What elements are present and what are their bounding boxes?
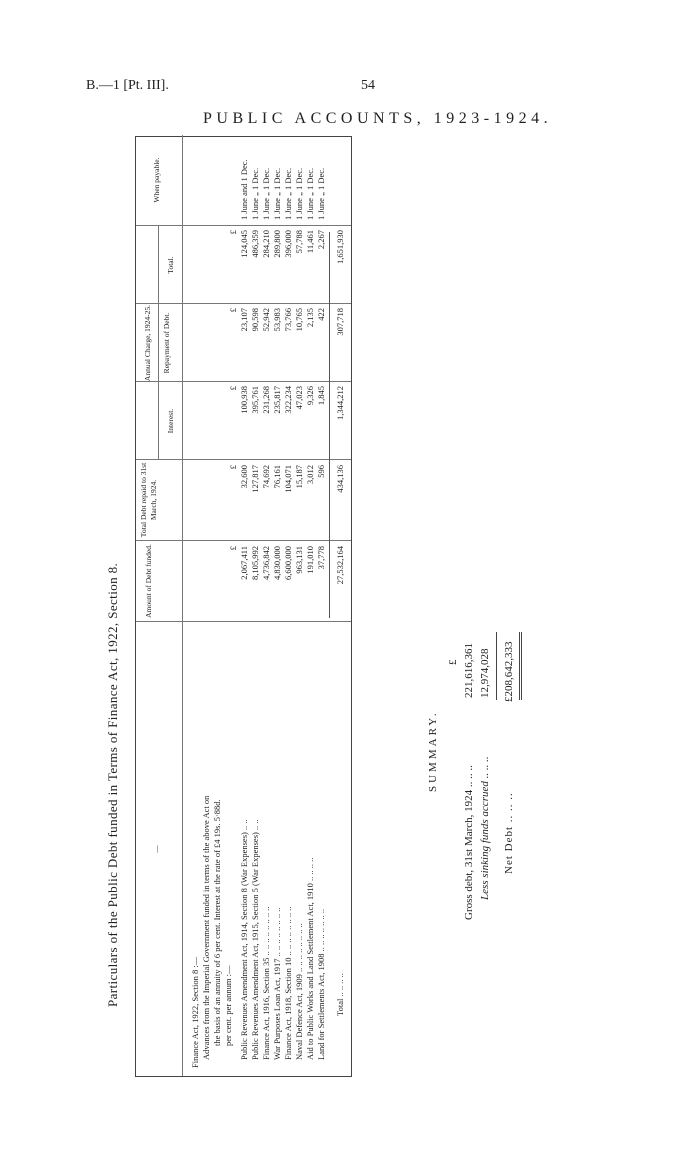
annual-charge-header: Annual Charge, 1924-25. xyxy=(143,304,152,382)
repaid-cell: 3,012 xyxy=(305,465,315,485)
repayment-cell: 90,598 xyxy=(250,308,260,332)
gross-debt-value: 221,616,361 xyxy=(463,643,475,698)
total-repayment: 307,718 xyxy=(335,308,345,336)
intro-line: the basis of an annuity of 6 per cent. Interest at the rate of £4 19s. 5·88d. xyxy=(212,799,222,1046)
summary-title: SUMMARY. xyxy=(427,710,439,792)
amount-cell: 2,067,411 xyxy=(239,546,249,580)
repayment-cell: 23,107 xyxy=(239,308,249,332)
interest-cell: 322,234 xyxy=(283,386,293,414)
repaid-cell: 74,692 xyxy=(261,465,271,489)
repayment-cell: 52,942 xyxy=(261,308,271,332)
repaid-cell: 596 xyxy=(316,465,326,478)
repayment-cell: 422 xyxy=(316,308,326,321)
total-amount: 27,532,164 xyxy=(335,546,345,585)
amount-cell: 6,600,000 xyxy=(283,546,293,580)
when-cell: 1 June „ 1 Dec. xyxy=(272,167,282,220)
amount-cell: 37,778 xyxy=(316,546,326,570)
interest-cell: 1,845 xyxy=(316,386,326,406)
repaid-header: Total Debt repaid to 31st March, 1924. xyxy=(139,462,158,538)
when-cell: 1 June „ 1 Dec. xyxy=(305,167,315,220)
row-description: War Purposes Loan Act, 1917 .. .. .. .. .. .. .. .. xyxy=(272,907,282,1060)
interest-cell: 395,761 xyxy=(250,386,260,414)
gross-debt-label: Gross debt, 31st March, 1924 .. .. .. xyxy=(463,765,475,920)
interest-cell: 235,817 xyxy=(272,386,282,414)
interest-cell: 231,268 xyxy=(261,386,271,414)
amount-cell: 191,010 xyxy=(305,546,315,574)
intro-line: Finance Act, 1922, Section 8 :— xyxy=(190,956,200,1068)
row-description: Aid to Public Works and Land Settlement Act, 1910 .. .. .. .. xyxy=(305,857,315,1060)
total-cell: 2,267 xyxy=(316,230,326,250)
currency-symbol: £ xyxy=(447,659,459,665)
page-number: 54 xyxy=(361,78,375,93)
currency-symbol: £ xyxy=(228,308,238,313)
total-header: Total. xyxy=(166,256,175,274)
interest-cell: 9,326 xyxy=(305,386,315,406)
repaid-cell: 15,187 xyxy=(294,465,304,489)
when-payable-header: When payable. xyxy=(152,157,161,203)
when-cell: 1 June „ 1 Dec. xyxy=(261,167,271,220)
total-annual: 1,651,930 xyxy=(335,230,345,264)
repaid-cell: 76,161 xyxy=(272,465,282,489)
repaid-cell: 127,817 xyxy=(250,465,260,493)
page-reference: B.—1 [Pt. III]. xyxy=(86,78,169,93)
total-cell: 289,800 xyxy=(272,230,282,258)
total-interest: 1,344,212 xyxy=(335,386,345,420)
intro-line: Advances from the Imperial Government funded in terms of the above Act on xyxy=(201,795,211,1060)
total-repaid: 434,136 xyxy=(335,465,345,493)
interest-cell: 47,023 xyxy=(294,386,304,410)
repayment-header: Repayment of Debt. xyxy=(162,312,171,374)
when-cell: 1 June „ 1 Dec. xyxy=(316,167,326,220)
table-title: Particulars of the Public Debt funded in Terms of Finance Act, 1922, Section 8. xyxy=(105,562,120,1007)
net-debt-label: Net Debt .. .. .. xyxy=(503,792,515,874)
total-cell: 396,000 xyxy=(283,230,293,258)
sinking-funds-label: Less sinking funds accrued .. .. .. xyxy=(479,756,491,900)
total-cell: 284,210 xyxy=(261,230,271,258)
repaid-cell: 104,071 xyxy=(283,465,293,493)
when-cell: 1 June and 1 Dec. xyxy=(239,159,249,220)
row-description: Land for Settlements Act, 1908 .. .. .. .. .. .. .. xyxy=(316,908,326,1060)
row-description: Public Revenues Amendment Act, 1915, Section 5 (War Expenses) .. .. xyxy=(250,819,260,1060)
total-cell: 124,045 xyxy=(239,230,249,258)
amount-cell: 963,131 xyxy=(294,546,304,574)
row-description: Finance Act, 1916, Section 35 .. .. .. .. .. .. .. .. xyxy=(261,906,271,1060)
intro-line: per cent. per annum :— xyxy=(223,965,233,1046)
repayment-cell: 53,983 xyxy=(272,308,282,332)
interest-cell: 100,938 xyxy=(239,386,249,414)
summary-region xyxy=(423,590,593,920)
interest-header: Interest. xyxy=(166,408,175,434)
description-header: — xyxy=(152,845,161,853)
when-cell: 1 June „ 1 Dec. xyxy=(250,167,260,220)
when-cell: 1 June „ 1 Dec. xyxy=(294,167,304,220)
currency-symbol: £ xyxy=(228,386,238,391)
row-description: Public Revenues Amendment Act, 1914, Section 8 (War Expenses) .. .. xyxy=(239,819,249,1060)
amount-header: Amount of Debt funded. xyxy=(144,544,153,618)
total-label: Total .. .. .. .. xyxy=(335,973,345,1016)
amount-cell: 8,105,992 xyxy=(250,546,260,580)
row-description: Finance Act, 1918, Section 10 .. .. .. .. .. .. .. .. xyxy=(283,906,293,1060)
when-cell: 1 June „ 1 Dec. xyxy=(283,167,293,220)
currency-symbol: £ xyxy=(228,465,238,470)
currency-symbol: £ xyxy=(228,546,238,551)
total-cell: 11,461 xyxy=(305,230,315,254)
repayment-cell: 2,135 xyxy=(305,308,315,328)
debt-table xyxy=(135,136,352,1077)
currency-symbol: £ xyxy=(228,230,238,235)
repayment-cell: 73,766 xyxy=(283,308,293,332)
net-debt-value: £208,642,333 xyxy=(503,641,515,702)
total-cell: 57,788 xyxy=(294,230,304,254)
page-title: PUBLIC ACCOUNTS, 1923-1924. xyxy=(203,110,553,127)
sinking-funds-value: 12,974,028 xyxy=(479,648,491,698)
row-description: Naval Defence Act, 1909 .. .. .. .. .. .. .. .. xyxy=(294,923,304,1060)
total-cell: 486,359 xyxy=(250,230,260,258)
repayment-cell: 10,765 xyxy=(294,308,304,332)
repaid-cell: 32,600 xyxy=(239,465,249,489)
amount-cell: 4,830,000 xyxy=(272,546,282,580)
amount-cell: 4,736,842 xyxy=(261,546,271,580)
debt-table-region xyxy=(105,136,352,1077)
